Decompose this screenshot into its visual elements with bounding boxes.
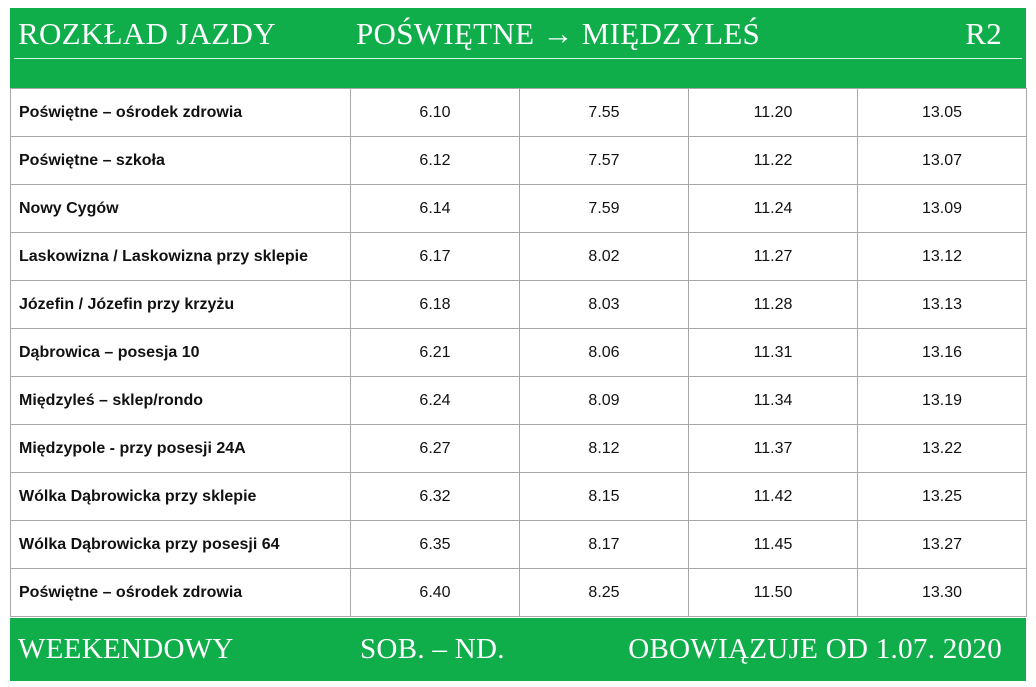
- route-title: POŚWIĘTNE → MIĘDZYLEŚ: [356, 16, 761, 51]
- stop-name: Laskowizna / Laskowizna przy sklepie: [11, 233, 351, 281]
- departure-time: 7.57: [520, 137, 689, 185]
- departure-time: 6.21: [351, 329, 520, 377]
- departure-time: 13.25: [858, 473, 1027, 521]
- departure-time: 13.30: [858, 569, 1027, 617]
- departure-time: 11.42: [689, 473, 858, 521]
- departure-time: 8.02: [520, 233, 689, 281]
- table-row: [11, 233, 1027, 281]
- header-bar: [10, 8, 1026, 88]
- stop-name: Nowy Cygów: [11, 185, 351, 233]
- departure-time: 11.34: [689, 377, 858, 425]
- table-row: [11, 521, 1027, 569]
- departure-time: 13.13: [858, 281, 1027, 329]
- departure-time: 6.24: [351, 377, 520, 425]
- table-row: [11, 89, 1027, 137]
- departure-time: 8.17: [520, 521, 689, 569]
- departure-time: 11.50: [689, 569, 858, 617]
- departure-time: 11.20: [689, 89, 858, 137]
- departure-time: 13.09: [858, 185, 1027, 233]
- table-row: [11, 281, 1027, 329]
- table-row: [11, 425, 1027, 473]
- operating-days: SOB. – ND.: [360, 633, 505, 665]
- departure-time: 6.17: [351, 233, 520, 281]
- table-row: [11, 329, 1027, 377]
- departure-time: 11.22: [689, 137, 858, 185]
- timetable-sheet: [10, 8, 1026, 681]
- departure-time: 7.55: [520, 89, 689, 137]
- departure-table-body: [11, 89, 1027, 617]
- stop-name: Wólka Dąbrowicka przy posesji 64: [11, 521, 351, 569]
- table-row: [11, 473, 1027, 521]
- departure-time: 8.09: [520, 377, 689, 425]
- departure-time: 7.59: [520, 185, 689, 233]
- departure-time: 6.35: [351, 521, 520, 569]
- departure-time: 11.31: [689, 329, 858, 377]
- departure-time: 8.03: [520, 281, 689, 329]
- departure-time: 11.24: [689, 185, 858, 233]
- departure-time: 11.27: [689, 233, 858, 281]
- departure-time: 11.45: [689, 521, 858, 569]
- table-row: [11, 569, 1027, 617]
- departure-time: 13.05: [858, 89, 1027, 137]
- stop-name: Międzyleś – sklep/rondo: [11, 377, 351, 425]
- departure-time: 6.12: [351, 137, 520, 185]
- departure-time: 11.37: [689, 425, 858, 473]
- departure-table: [10, 88, 1027, 617]
- departure-time: 6.40: [351, 569, 520, 617]
- stop-name: Józefin / Józefin przy krzyżu: [11, 281, 351, 329]
- line-number: R2: [965, 16, 1002, 51]
- departure-time: 13.12: [858, 233, 1027, 281]
- table-row: [11, 377, 1027, 425]
- footer-bar: [10, 618, 1026, 681]
- departure-time: 13.22: [858, 425, 1027, 473]
- table-row: [11, 137, 1027, 185]
- stop-name: Dąbrowica – posesja 10: [11, 329, 351, 377]
- departure-time: 6.18: [351, 281, 520, 329]
- departure-time: 8.06: [520, 329, 689, 377]
- departure-time: 13.27: [858, 521, 1027, 569]
- departure-time: 11.28: [689, 281, 858, 329]
- stop-name: Poświętne – ośrodek zdrowia: [11, 89, 351, 137]
- departure-time: 6.10: [351, 89, 520, 137]
- departure-time: 6.14: [351, 185, 520, 233]
- departure-time: 6.32: [351, 473, 520, 521]
- departure-time: 13.19: [858, 377, 1027, 425]
- departure-time: 8.12: [520, 425, 689, 473]
- timetable-title: ROZKŁAD JAZDY: [18, 16, 276, 51]
- table-row: [11, 185, 1027, 233]
- stop-name: Międzypole - przy posesji 24A: [11, 425, 351, 473]
- schedule-type: WEEKENDOWY: [18, 633, 234, 665]
- valid-from: OBOWIĄZUJE OD 1.07. 2020: [628, 633, 1002, 665]
- stop-name: Wólka Dąbrowicka przy sklepie: [11, 473, 351, 521]
- departure-time: 8.15: [520, 473, 689, 521]
- stop-name: Poświętne – ośrodek zdrowia: [11, 569, 351, 617]
- header-divider: [14, 58, 1022, 59]
- departure-time: 8.25: [520, 569, 689, 617]
- stop-name: Poświętne – szkoła: [11, 137, 351, 185]
- departure-time: 6.27: [351, 425, 520, 473]
- departure-time: 13.16: [858, 329, 1027, 377]
- departure-time: 13.07: [858, 137, 1027, 185]
